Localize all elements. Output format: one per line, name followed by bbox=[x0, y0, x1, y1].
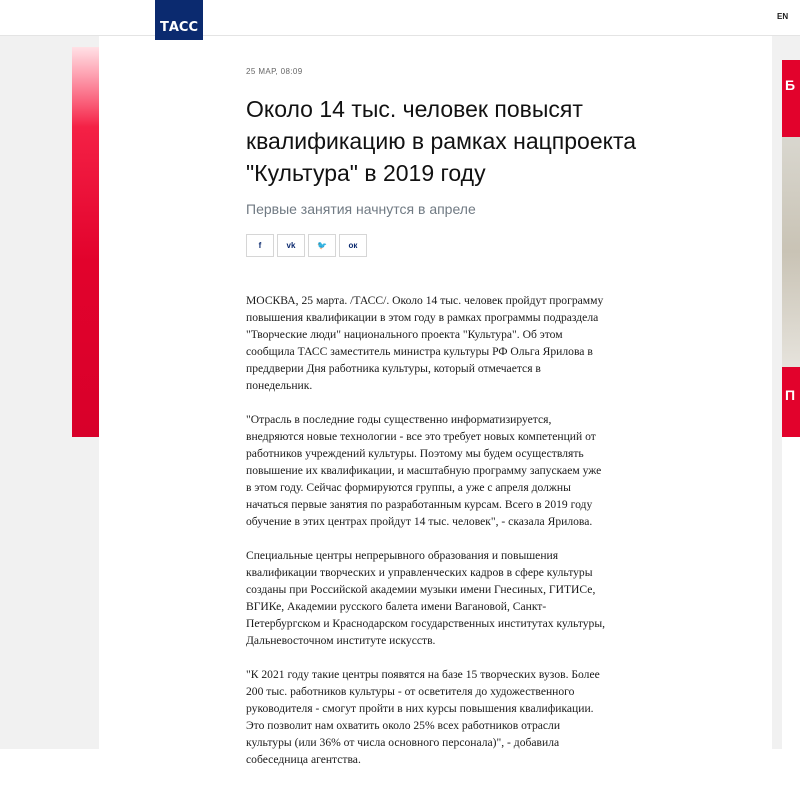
paragraph-line: повышение их квалификации, и масштабную программу запускаем уже bbox=[246, 464, 602, 477]
paragraph-line: преддверии Дня работника культуры, который отмечается в bbox=[246, 362, 541, 375]
paragraph-line: работников учреждений культуры. Поэтому мы будем осуществлять bbox=[246, 447, 584, 460]
article-title bbox=[246, 93, 706, 189]
paragraph-line: квалификации творческих и управленческих кадров в сфере культуры bbox=[246, 566, 593, 579]
paragraph-line: Это позволит нам охватить около 25% всех работников отрасли bbox=[246, 719, 561, 732]
paragraph-line: Специальные центры непрерывного образования и повышения bbox=[246, 549, 559, 562]
share-bar bbox=[246, 234, 370, 257]
article-paragraph bbox=[246, 666, 671, 768]
paragraph-line: повышения квалификации в этом году в рамках программы подраздела bbox=[246, 311, 599, 324]
paragraph-line: начаться первые занятия по разработанным курсам. Всего в 2019 году bbox=[246, 498, 593, 511]
twitter-icon: 🐦 bbox=[317, 241, 327, 250]
paragraph-line: обучение в этих центрах пройдут 14 тыс. человек", - сказала Ярилова. bbox=[246, 515, 593, 528]
article-date: 25 МАР, 08:09 bbox=[246, 67, 303, 76]
title-line: "Культура" в 2019 году bbox=[246, 160, 486, 186]
facebook-icon: f bbox=[258, 241, 262, 250]
odnoklassniki-icon: ок bbox=[348, 241, 358, 250]
paragraph-line: понедельник. bbox=[246, 379, 313, 392]
paragraph-line: в этом году. Сейчас формируются группы, а уже с апреля должны bbox=[246, 481, 571, 494]
banner-bottom-block: П bbox=[782, 367, 800, 437]
article-paragraph bbox=[246, 292, 671, 394]
banner-top-block: Б bbox=[782, 60, 800, 137]
paragraph-line: созданы при Российской академии музыки имени Гнесиных, ГИТИСе, bbox=[246, 583, 596, 596]
paragraph-line: 200 тыс. работников культуры - от осветителя до художественного bbox=[246, 685, 575, 698]
language-switch-link[interactable]: EN bbox=[777, 12, 789, 21]
paragraph-line: "К 2021 году такие центры появятся на базе 15 творческих вузов. Более bbox=[246, 668, 600, 681]
article-paragraph bbox=[246, 411, 671, 530]
share-odnoklassniki-button[interactable] bbox=[339, 234, 367, 257]
article-paragraph bbox=[246, 547, 671, 649]
paragraph-line: собеседница агентства. bbox=[246, 753, 361, 766]
tass-logo[interactable]: ТАСС bbox=[155, 0, 203, 40]
paragraph-line: Петербургском и Краснодарском государственных институтах культуры, bbox=[246, 617, 606, 630]
paragraph-line: ВГИКе, Академии русского балета имени Вагановой, Санкт- bbox=[246, 600, 547, 613]
share-facebook-button[interactable] bbox=[246, 234, 274, 257]
site-header bbox=[0, 0, 800, 36]
side-ad-banner[interactable] bbox=[782, 60, 800, 749]
banner-photo bbox=[782, 137, 800, 367]
article-body bbox=[246, 292, 671, 785]
article-lead: Первые занятия начнутся в апреле bbox=[246, 201, 476, 217]
paragraph-line: культуры (или 36% от числа основного персонала)", - добавила bbox=[246, 736, 560, 749]
title-line: Около 14 тыс. человек повысят bbox=[246, 96, 583, 122]
share-twitter-button[interactable] bbox=[308, 234, 336, 257]
left-decor-band-fade bbox=[72, 47, 99, 127]
share-vk-button[interactable] bbox=[277, 234, 305, 257]
paragraph-line: внедряются новые технологии - все это требует новых компетенций от bbox=[246, 430, 596, 443]
paragraph-line: сообщила ТАСС заместитель министра культуры РФ Ольга Ярилова в bbox=[246, 345, 593, 358]
paragraph-line: руководителя - смогут пройти в них курсы повышения квалификации. bbox=[246, 702, 594, 715]
paragraph-line: Дальневосточном институте искусств. bbox=[246, 634, 436, 647]
vk-icon: vk bbox=[286, 241, 296, 250]
paragraph-line: "Творческие люди" национального проекта "Культура". Об этом bbox=[246, 328, 563, 341]
title-line: квалификацию в рамках нацпроекта bbox=[246, 128, 637, 154]
paragraph-line: МОСКВА, 25 марта. /ТАСС/. Около 14 тыс. человек пройдут программу bbox=[246, 294, 604, 307]
paragraph-line: "Отрасль в последние годы существенно информатизируется, bbox=[246, 413, 552, 426]
